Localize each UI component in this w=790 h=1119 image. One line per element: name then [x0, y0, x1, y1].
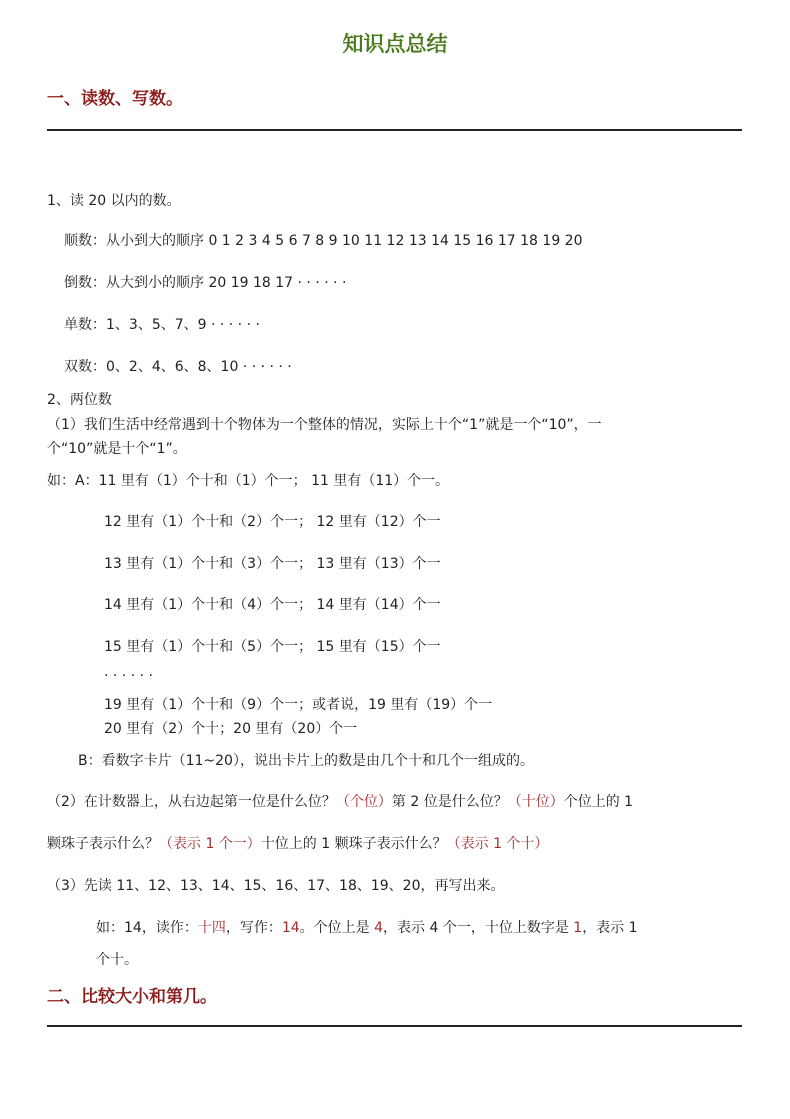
ex-text: ，表示 1: [582, 920, 638, 936]
example-12: 12 里有（1）个十和（2）个一； 12 里有（12）个一: [104, 514, 441, 530]
q2-answer-shiwei: （十位）: [507, 794, 564, 810]
question-2-line1: [47, 791, 633, 811]
ex-text: ，表示 4 个一，十位上数字是: [383, 920, 569, 936]
ex-answer: 1: [568, 920, 583, 936]
para-shunshu: 顺数：从小到大的顺序 0 1 2 3 4 5 6 7 8 9 10 11 12 13 14 15 16 17 18 19 20: [64, 233, 583, 249]
para-2-1-line2: 个“10”就是十个“1”。: [47, 441, 187, 457]
para-2-1-line1: （1）我们生活中经常遇到十个物体为一个整体的情况，实际上十个“1”就是一个“10”，一: [47, 417, 602, 433]
example-15: 15 里有（1）个十和（5）个一； 15 里有（15）个一: [104, 639, 441, 655]
q2-text: 第 2 位是什么位？: [391, 794, 508, 810]
q2-text: （2）在计数器上，从右边起第一位是什么位？: [47, 794, 336, 810]
example-14-write-line1: [96, 917, 638, 937]
para-daoshu: 倒数：从大到小的顺序 20 19 18 17 · · · · · ·: [64, 275, 347, 291]
q2-text: 个位上的 1: [563, 794, 634, 810]
example-a: 如：A：11 里有（1）个十和（1）个一； 11 里有（11）个一。: [47, 473, 450, 489]
question-3: （3）先读 11、12、13、14、15、16、17、18、19、20，再写出来。: [47, 878, 505, 894]
divider: [47, 129, 742, 131]
example-20: 20 里有（2）个十；20 里有（20）个一: [104, 721, 358, 737]
para-danshu: 单数：1、3、5、7、9 · · · · · ·: [64, 317, 260, 333]
example-b: B：看数字卡片（11~20），说出卡片上的数是由几个十和几个一组成的。: [78, 753, 534, 769]
ex-text: 如：14，读作：: [96, 920, 198, 936]
q2-answer-gewei: （个位）: [335, 794, 392, 810]
q2-answer-1: （表示 1 个一）: [159, 836, 261, 852]
q2-text: 颗珠子表示什么？: [47, 836, 159, 852]
divider: [47, 1025, 742, 1027]
ex-text: 。个位上是: [299, 920, 370, 936]
section-heading-2: 二、比较大小和第几。: [47, 987, 217, 1007]
example-dots: · · · · · ·: [104, 668, 153, 684]
q2-answer-2: （表示 1 个十）: [446, 836, 549, 852]
example-13: 13 里有（1）个十和（3）个一； 13 里有（13）个一: [104, 556, 441, 572]
section-heading-1: 一、读数、写数。: [47, 89, 183, 109]
ex-answer: 14: [281, 920, 300, 936]
example-14: 14 里有（1）个十和（4）个一； 14 里有（14）个一: [104, 597, 441, 613]
example-14-write-line2: 个十。: [96, 952, 138, 968]
ex-answer: 4: [369, 920, 384, 936]
para-2: 2、两位数: [47, 392, 112, 408]
page-title: 知识点总结: [342, 31, 448, 56]
ex-text: ，写作：: [225, 920, 282, 936]
question-2-line2: [47, 833, 548, 853]
ex-answer: 十四: [197, 920, 226, 936]
para-shuangshu: 双数：0、2、4、6、8、10 · · · · · ·: [64, 359, 292, 375]
para-1: 1、读 20 以内的数。: [47, 193, 181, 209]
example-19: 19 里有（1）个十和（9）个一；或者说，19 里有（19）个一: [104, 697, 493, 713]
q2-text: 十位上的 1 颗珠子表示什么？: [260, 836, 447, 852]
